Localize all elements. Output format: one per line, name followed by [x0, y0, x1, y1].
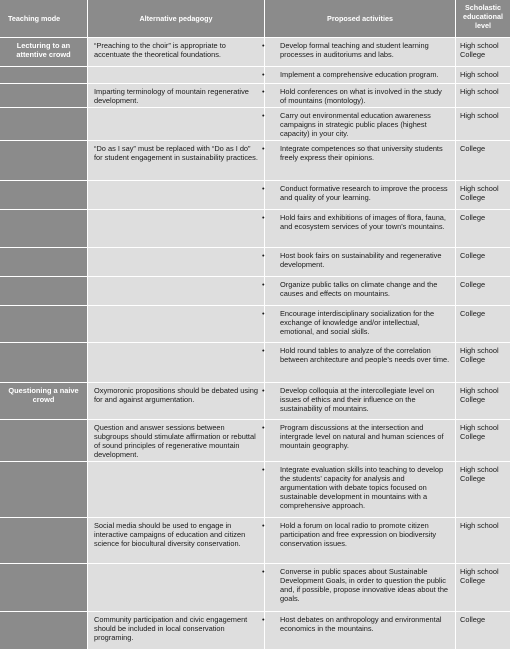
activity-text: Carry out environmental education awareness campaigns in strategic public places (highest capacity) in your city. — [280, 111, 431, 138]
pedagogy-cell — [88, 277, 265, 306]
level-value: College — [460, 193, 486, 202]
level-cell — [456, 181, 510, 210]
teaching-mode-cell — [0, 343, 88, 383]
bullet-icon: • — [262, 615, 265, 624]
activity-item — [262, 309, 450, 336]
table-row — [0, 248, 510, 277]
level-value: College — [460, 213, 486, 222]
level-cell — [456, 210, 510, 248]
table-row — [0, 383, 510, 420]
table-row — [0, 420, 510, 462]
pedagogy-cell — [88, 248, 265, 277]
level-cell — [456, 38, 510, 67]
level-cell — [456, 141, 510, 181]
level-cell — [456, 277, 510, 306]
level-value: College — [460, 615, 486, 624]
activity-cell — [262, 108, 456, 141]
bullet-icon: • — [262, 309, 265, 318]
activity-text: Implement a comprehensive education program. — [280, 70, 439, 79]
activity-cell — [262, 518, 456, 564]
level-value: College — [460, 355, 486, 364]
table-row — [0, 462, 510, 518]
bullet-icon: • — [262, 251, 265, 260]
bullet-icon: • — [262, 111, 265, 120]
level-value: College — [460, 576, 486, 585]
bullet-icon: • — [262, 423, 265, 432]
pedagogy-cell: “Do as I say” must be replaced with “Do as I do” for student engagement in sustainability practices. — [88, 141, 265, 181]
teaching-mode-cell — [0, 277, 88, 306]
table-row — [0, 306, 510, 343]
activity-item — [262, 423, 450, 450]
pedagogy-cell: Social media should be used to engage in interactive campaigns of education and citizen science for biocultural diversity conservation. — [88, 518, 265, 564]
teaching-mode-cell — [0, 420, 88, 462]
level-value: College — [460, 50, 486, 59]
level-cell — [456, 420, 510, 462]
table-row — [0, 67, 510, 84]
activity-text: Integrate competences so that university students freely express their opinions. — [280, 144, 443, 162]
activity-text: Hold a forum on local radio to promote citizen participation and free expression on biodiversity conservation issues. — [280, 521, 437, 548]
table-row — [0, 518, 510, 564]
activity-text: Converse in public spaces about Sustainable Development Goals, in order to question the public and, if possible, propose innovative ideas about the goals. — [280, 567, 449, 603]
activity-cell — [262, 141, 456, 181]
header-teaching-mode: Teaching mode — [0, 0, 88, 38]
level-cell — [456, 67, 510, 84]
level-cell — [456, 343, 510, 383]
activity-item — [262, 70, 450, 79]
bullet-icon: • — [262, 567, 265, 576]
activity-cell — [262, 420, 456, 462]
level-value: High school — [460, 423, 499, 432]
pedagogy-cell: “Preaching to the choir” is appropriate to accentuate the theoretical foundations. — [88, 38, 265, 67]
level-value: College — [460, 432, 486, 441]
pedagogy-cell: Oxymoronic propositions should be debated using for and against argumentation. — [88, 383, 265, 420]
teaching-mode-cell — [0, 84, 88, 108]
table-row — [0, 108, 510, 141]
bullet-icon: • — [262, 521, 265, 530]
activity-cell — [262, 84, 456, 108]
level-value: High school — [460, 87, 499, 96]
teaching-mode-cell — [0, 210, 88, 248]
activity-item — [262, 184, 450, 202]
activity-text: Hold conferences on what is involved in the study of mountains (montology). — [280, 87, 442, 105]
teaching-mode-cell — [0, 67, 88, 84]
activity-item — [262, 465, 450, 510]
teaching-mode-cell — [0, 108, 88, 141]
pedagogy-cell — [88, 306, 265, 343]
activity-text: Program discussions at the intersection and intergrade level on natural and human sciences of mountain geography. — [280, 423, 444, 450]
bullet-icon: • — [262, 144, 265, 153]
level-value: College — [460, 144, 486, 153]
activity-item — [262, 111, 450, 138]
table-row — [0, 141, 510, 181]
level-cell — [456, 108, 510, 141]
level-value: High school — [460, 70, 499, 79]
level-cell — [456, 564, 510, 612]
level-value: College — [460, 280, 486, 289]
activity-text: Integrate evaluation skills into teaching to develop the students’ capacity for analysis and argumentation with debate topics focused on sustainable development in mountains with a comprehensive approach. — [280, 465, 444, 510]
header-row — [0, 0, 510, 38]
bullet-icon: • — [262, 41, 265, 50]
activity-cell — [262, 38, 456, 67]
level-value: High school — [460, 521, 499, 530]
activity-item — [262, 87, 450, 105]
level-value: High school — [460, 465, 499, 474]
activity-cell — [262, 564, 456, 612]
teaching-mode-cell — [0, 612, 88, 650]
activity-text: Hold round tables to analyze of the correlation between architecture and people’s needs over time. — [280, 346, 450, 364]
bullet-icon: • — [262, 386, 265, 395]
table-row — [0, 343, 510, 383]
level-value: High school — [460, 184, 499, 193]
level-cell — [456, 383, 510, 420]
activity-item — [262, 521, 450, 548]
bullet-icon: • — [262, 184, 265, 193]
pedagogy-cell: Question and answer sessions between subgroups should stimulate affirmation or rebuttal of sound principles of regenerative mountain development. — [88, 420, 265, 462]
activity-item — [262, 280, 450, 298]
teaching-mode-cell — [0, 306, 88, 343]
activity-cell — [262, 306, 456, 343]
level-value: High school — [460, 111, 499, 120]
level-cell — [456, 462, 510, 518]
activity-item — [262, 615, 450, 633]
level-value: College — [460, 309, 486, 318]
level-cell — [456, 612, 510, 650]
activity-item — [262, 346, 450, 364]
teaching-mode-cell — [0, 462, 88, 518]
activity-item — [262, 567, 450, 603]
activity-cell — [262, 383, 456, 420]
activity-item — [262, 213, 450, 231]
pedagogy-cell — [88, 108, 265, 141]
teaching-mode-cell — [0, 564, 88, 612]
activity-item — [262, 251, 450, 269]
table-row — [0, 181, 510, 210]
table-row — [0, 210, 510, 248]
table-row — [0, 277, 510, 306]
table-row — [0, 38, 510, 67]
activity-cell — [262, 210, 456, 248]
level-value: High school — [460, 386, 499, 395]
level-value: College — [460, 474, 486, 483]
activity-cell — [262, 343, 456, 383]
activity-text: Organize public talks on climate change and the causes and effects on mountains. — [280, 280, 438, 298]
activity-cell — [262, 181, 456, 210]
teaching-mode-cell — [0, 518, 88, 564]
activity-cell — [262, 277, 456, 306]
pedagogy-cell — [88, 564, 265, 612]
activity-item — [262, 386, 450, 413]
activity-text: Conduct formative research to improve the process and quality of your learning. — [280, 184, 448, 202]
table-row — [0, 84, 510, 108]
activity-text: Develop formal teaching and student learning processes in auditoriums and labs. — [280, 41, 429, 59]
header-scholastic-level: Scholastic educational level — [456, 0, 510, 38]
activity-text: Hold fairs and exhibitions of images of flora, fauna, and ecosystem services of your town’s mountains. — [280, 213, 446, 231]
teaching-mode-cell — [0, 181, 88, 210]
bullet-icon: • — [262, 87, 265, 96]
level-cell — [456, 518, 510, 564]
teaching-mode-cell: Questioning a naive crowd — [0, 383, 88, 420]
level-value: High school — [460, 567, 499, 576]
teaching-mode-cell — [0, 248, 88, 277]
header-alternative-pedagogy: Alternative pedagogy — [88, 0, 265, 38]
bullet-icon: • — [262, 465, 265, 474]
pedagogy-cell — [88, 343, 265, 383]
bullet-icon: • — [262, 70, 265, 79]
level-value: High school — [460, 346, 499, 355]
level-value: College — [460, 251, 486, 260]
pedagogy-cell: Community participation and civic engagement should be included in local conservation programing. — [88, 612, 265, 650]
level-cell — [456, 306, 510, 343]
level-value: High school — [460, 41, 499, 50]
teaching-mode-cell — [0, 141, 88, 181]
bullet-icon: • — [262, 280, 265, 289]
activity-item — [262, 144, 450, 162]
pedagogy-cell — [88, 67, 265, 84]
table-body — [0, 38, 510, 650]
activity-item — [262, 41, 450, 59]
activity-cell — [262, 67, 456, 84]
pedagogy-cell: Imparting terminology of mountain regenerative development. — [88, 84, 265, 108]
level-value: College — [460, 395, 486, 404]
bullet-icon: • — [262, 213, 265, 222]
activity-text: Host debates on anthropology and environmental economics in the mountains. — [280, 615, 442, 633]
teaching-mode-cell: Lecturing to an attentive crowd — [0, 38, 88, 67]
pedagogy-cell — [88, 181, 265, 210]
header-proposed-activities: Proposed activities — [265, 0, 456, 38]
bullet-icon: • — [262, 346, 265, 355]
level-cell — [456, 84, 510, 108]
table-row — [0, 564, 510, 612]
pedagogy-cell — [88, 462, 265, 518]
table-row — [0, 612, 510, 650]
activity-cell — [262, 248, 456, 277]
activity-cell — [262, 612, 456, 650]
activity-text: Develop colloquia at the intercollegiate level on issues of ethics and their influence on the sustainability of mountains. — [280, 386, 435, 413]
activity-cell — [262, 462, 456, 518]
pedagogy-cell — [88, 210, 265, 248]
activity-text: Host book fairs on sustainability and regenerative development. — [280, 251, 442, 269]
activity-text: Encourage interdisciplinary socialization for the exchange of knowledge and/or intellectual, emotional, and social skills. — [280, 309, 435, 336]
level-cell — [456, 248, 510, 277]
